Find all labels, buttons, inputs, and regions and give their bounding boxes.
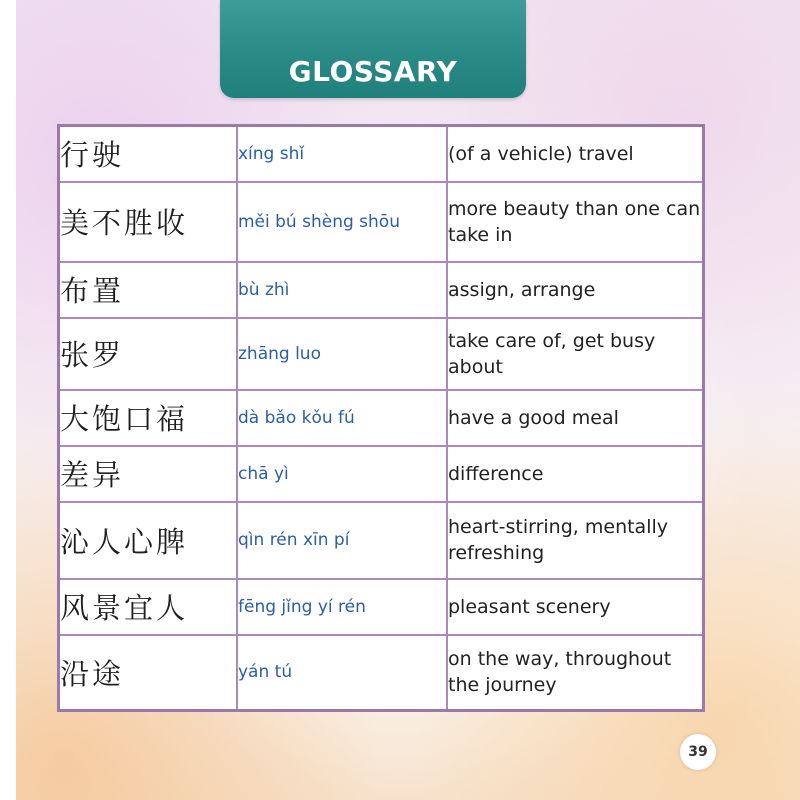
hanzi-cell: 沁人心脾 [59, 502, 238, 579]
hanzi-cell: 行驶 [59, 126, 238, 182]
hanzi-cell: 美不胜收 [59, 182, 238, 262]
hanzi-cell: 差异 [59, 446, 238, 502]
hanzi-cell: 张罗 [59, 318, 238, 390]
english-cell: have a good meal [447, 390, 704, 446]
english-cell: (of a vehicle) travel [447, 126, 704, 182]
table-row [59, 262, 704, 318]
pinyin-cell: yán tú [237, 635, 447, 711]
english-cell: assign, arrange [447, 262, 704, 318]
hanzi-cell: 布置 [59, 262, 238, 318]
pinyin-cell: fēng jǐng yí rén [237, 579, 447, 635]
page-title: GLOSSARY [288, 55, 458, 88]
pinyin-cell: xíng shǐ [237, 126, 447, 182]
english-cell: difference [447, 446, 704, 502]
pinyin-cell: dà bǎo kǒu fú [237, 390, 447, 446]
english-cell: more beauty than one can take in [447, 182, 704, 262]
hanzi-cell: 风景宜人 [59, 579, 238, 635]
title-banner [220, 0, 526, 98]
english-cell: pleasant scenery [447, 579, 704, 635]
pinyin-cell: bù zhì [237, 262, 447, 318]
table-row [59, 635, 704, 711]
table-row [59, 126, 704, 182]
english-cell: on the way, throughout the journey [447, 635, 704, 711]
glossary-table [57, 124, 705, 712]
pinyin-cell: zhāng luo [237, 318, 447, 390]
table-row [59, 390, 704, 446]
page-number: 39 [680, 734, 716, 770]
english-cell: heart-stirring, mentally refreshing [447, 502, 704, 579]
table-row [59, 502, 704, 579]
table-row [59, 446, 704, 502]
hanzi-cell: 沿途 [59, 635, 238, 711]
pinyin-cell: qìn rén xīn pí [237, 502, 447, 579]
page-edge [0, 0, 16, 800]
english-cell: take care of, get busy about [447, 318, 704, 390]
hanzi-cell: 大饱口福 [59, 390, 238, 446]
pinyin-cell: měi bú shèng shōu [237, 182, 447, 262]
pinyin-cell: chā yì [237, 446, 447, 502]
table-row [59, 182, 704, 262]
table-row [59, 318, 704, 390]
table-row [59, 579, 704, 635]
